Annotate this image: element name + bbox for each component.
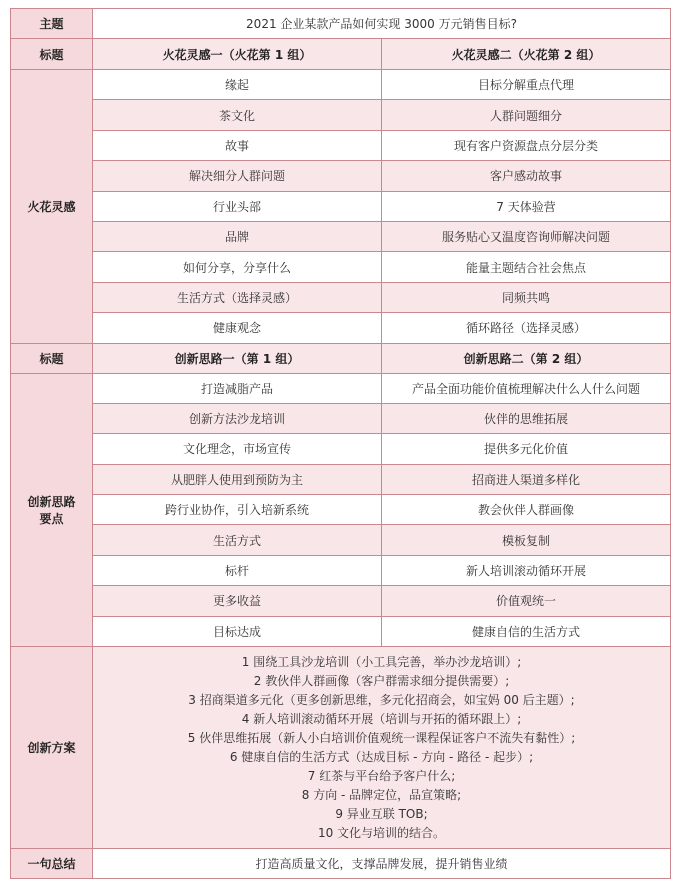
innovation-cell-col2: 教会伙伴人群画像: [382, 495, 671, 525]
table-row: [11, 525, 671, 555]
spark-cell-col1: 解决细分人群问题: [93, 161, 382, 191]
table-row: [11, 313, 671, 343]
innovation-cell-col2: 价值观统一: [382, 586, 671, 616]
spark-col1-title: 火花灵感一（火花第 1 组）: [93, 39, 382, 70]
spark-cell-col1: 品牌: [93, 221, 382, 251]
plan-item: 2 教伙伴人群画像（客户群需求细分提供需要）;: [253, 673, 510, 688]
table-row: [11, 282, 671, 312]
innovation-cell-col1: 目标达成: [93, 616, 382, 646]
table-row: [11, 555, 671, 585]
table-row: [11, 191, 671, 221]
plan-item: 9 异业互联 TOB;: [335, 806, 428, 821]
plan-item: 3 招商渠道多元化（更多创新思维，多元化招商会，如宝妈 00 后主题）;: [188, 692, 575, 707]
innovation-cell-col2: 模板复制: [382, 525, 671, 555]
plan-list: [93, 647, 671, 849]
table-row: [11, 130, 671, 160]
innovation-title-label: 标题: [11, 343, 93, 373]
spark-cell-col1: 行业头部: [93, 191, 382, 221]
table-row: [11, 495, 671, 525]
plan-item: 4 新人培训滚动循环开展（培训与开拓的循环跟上）;: [241, 711, 522, 726]
spark-cell-col1: 生活方式（选择灵感）: [93, 282, 382, 312]
spark-cell-col2: 能量主题结合社会焦点: [382, 252, 671, 282]
spark-cell-col1: 故事: [93, 130, 382, 160]
table-row: [11, 373, 671, 403]
innovation-section-label: [11, 373, 93, 647]
innovation-cell-col1: 跨行业协作，引入培新系统: [93, 495, 382, 525]
table-row: [11, 161, 671, 191]
table-row: [11, 403, 671, 433]
spark-cell-col2: 7 天体验营: [382, 191, 671, 221]
innovation-cell-col1: 更多收益: [93, 586, 382, 616]
table-row: [11, 434, 671, 464]
innovation-cell-col1: 生活方式: [93, 525, 382, 555]
worksheet-table: [10, 8, 671, 879]
plan-item: 1 围绕工具沙龙培训（小工具完善，举办沙龙培训）;: [241, 654, 522, 669]
plan-item: 5 伙伴思维拓展（新人小白培训价值观统一课程保证客户不流失有黏性）;: [187, 730, 576, 745]
spark-cell-col2: 服务贴心又温度咨询师解决问题: [382, 221, 671, 251]
spark-col2-title: 火花灵感二（火花第 2 组）: [382, 39, 671, 70]
spark-cell-col1: 茶文化: [93, 100, 382, 130]
innovation-cell-col2: 产品全面功能价值梳理解决什么人什么问题: [382, 373, 671, 403]
table-row: [11, 252, 671, 282]
innovation-cell-col1: 标杆: [93, 555, 382, 585]
summary-text: 打造高质量文化，支撑品牌发展，提升销售业绩: [93, 849, 671, 879]
spark-cell-col1: 缘起: [93, 70, 382, 100]
theme-row: [11, 9, 671, 39]
spark-title-row: [11, 39, 671, 70]
spark-title-label: 标题: [11, 39, 93, 70]
innovation-section-label-line1: 创新思路: [27, 494, 76, 509]
plan-item: 8 方向 - 品牌定位，品宣策略;: [301, 787, 462, 802]
spark-cell-col1: 如何分享，分享什么: [93, 252, 382, 282]
summary-row: [11, 849, 671, 879]
table-row: [11, 464, 671, 494]
spark-cell-col2: 客户感动故事: [382, 161, 671, 191]
innovation-cell-col2: 伙伴的思维拓展: [382, 403, 671, 433]
innovation-title-row: [11, 343, 671, 373]
innovation-col1-title: 创新思路一（第 1 组）: [93, 343, 382, 373]
innovation-cell-col1: 文化理念，市场宣传: [93, 434, 382, 464]
innovation-section-label-line2: 要点: [39, 511, 64, 526]
innovation-cell-col2: 提供多元化价值: [382, 434, 671, 464]
innovation-cell-col2: 招商进人渠道多样化: [382, 464, 671, 494]
plan-row: [11, 647, 671, 849]
spark-cell-col1: 健康观念: [93, 313, 382, 343]
innovation-cell-col1: 打造减脂产品: [93, 373, 382, 403]
summary-label: 一句总结: [11, 849, 93, 879]
spark-cell-col2: 现有客户资源盘点分层分类: [382, 130, 671, 160]
innovation-col2-title: 创新思路二（第 2 组）: [382, 343, 671, 373]
innovation-cell-col1: 创新方法沙龙培训: [93, 403, 382, 433]
theme-text: 2021 企业某款产品如何实现 3000 万元销售目标?: [93, 9, 671, 39]
spark-section-label: 火花灵感: [11, 70, 93, 344]
innovation-cell-col2: 健康自信的生活方式: [382, 616, 671, 646]
theme-label: 主题: [11, 9, 93, 39]
table-row: [11, 100, 671, 130]
spark-cell-col2: 人群问题细分: [382, 100, 671, 130]
plan-item: 6 健康自信的生活方式（达成目标 - 方向 - 路径 - 起步）;: [229, 749, 534, 764]
plan-item: 7 红茶与平台给予客户什么;: [307, 768, 456, 783]
table-row: [11, 70, 671, 100]
plan-label: 创新方案: [11, 647, 93, 849]
spark-cell-col2: 循环路径（选择灵感）: [382, 313, 671, 343]
innovation-cell-col2: 新人培训滚动循环开展: [382, 555, 671, 585]
innovation-cell-col1: 从肥胖人使用到预防为主: [93, 464, 382, 494]
table-row: [11, 586, 671, 616]
table-row: [11, 616, 671, 646]
table-row: [11, 221, 671, 251]
spark-cell-col2: 目标分解重点代理: [382, 70, 671, 100]
plan-item: 10 文化与培训的结合。: [317, 825, 446, 840]
spark-cell-col2: 同频共鸣: [382, 282, 671, 312]
